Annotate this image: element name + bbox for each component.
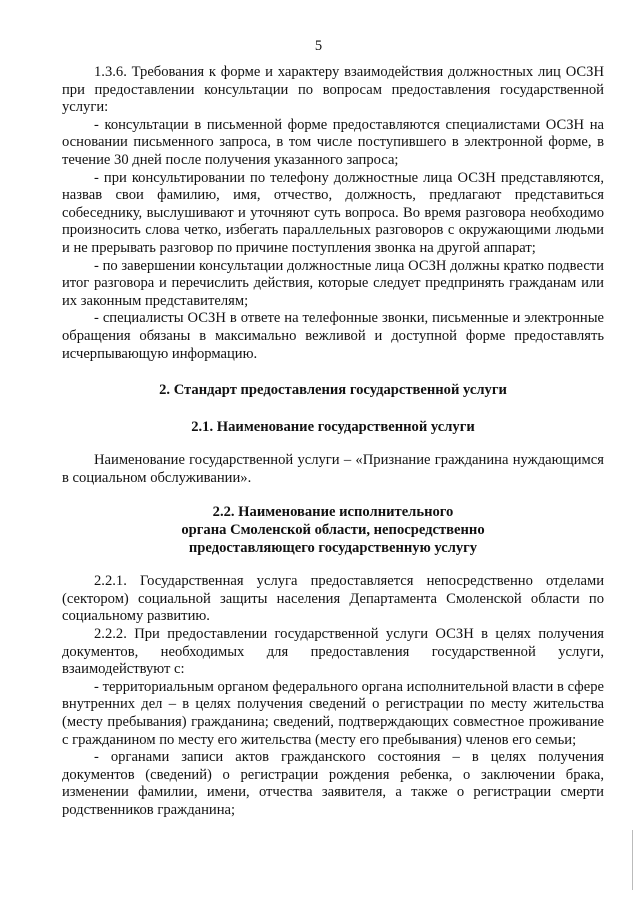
- section-2-2-heading-line-2: органа Смоленской области, непосредственно: [181, 522, 485, 539]
- list-item: - по завершении консультации должностные лица ОСЗН должны кратко подвести итог разговора и перечислить действия, которые следует предпринять гражданам или их законным представителям;: [62, 257, 604, 309]
- spacer: [62, 557, 604, 573]
- list-item: - при консультировании по телефону должностные лица ОСЗН представляются, назвав свои фамилию, имя, отчество, должность, предлагают представиться собеседнику, выслушивают и уточняют суть вопроса. Во время разговора необходимо произносить слова четко, избегать параллельных разговоров с окружающими людьми и не прерывать разговор по причине поступления звонка на другой аппарат;: [62, 169, 604, 256]
- document-body: [62, 64, 604, 820]
- section-2-heading: 2. Стандарт предоставления государственной услуги: [159, 382, 507, 399]
- paragraph-1-3-6-intro: 1.3.6. Требования к форме и характеру взаимодействия должностных лиц ОСЗН при предоставлении консультации по вопросам предоставления государственной услуги:: [62, 64, 604, 116]
- spacer: [62, 436, 604, 452]
- paragraph-2-2-1: 2.2.1. Государственная услуга предоставляется непосредственно отделами (сектором) социальной защиты населения Департамента Смоленской области по социальному развитию.: [62, 573, 604, 625]
- list-item: - консультации в письменной форме предоставляются специалистами ОСЗН на основании письменного запроса, в том числе поступившего в электронной форме, в течение 30 дней после получения указанного запроса;: [62, 116, 604, 168]
- list-item: - органами записи актов гражданского состояния – в целях получения документов (сведений) о регистрации рождения ребенка, о заключении брака, изменении фамилии, имени, отчества заявителя, а также о регистрации смерти родственников гражданина;: [62, 749, 604, 818]
- section-2-2-heading-line-3: предоставляющего государственную услугу: [188, 539, 478, 556]
- paragraph-2-1: Наименование государственной услуги – «Признание гражданина нуждающимся в социальном обслуживании».: [62, 452, 604, 486]
- page-number: 5: [314, 38, 323, 54]
- section-2-1-heading: 2.1. Наименование государственной услуги: [191, 418, 475, 435]
- spacer: [62, 487, 604, 504]
- scan-edge-mark: [632, 830, 633, 890]
- list-item: - специалисты ОСЗН в ответе на телефонные звонки, письменные и электронные обращения обязаны в максимально вежливой и доступной форме предоставлять исчерпывающую информацию.: [62, 310, 604, 362]
- section-2-2-heading-line-1: 2.2. Наименование исполнительного: [212, 504, 454, 521]
- paragraph-2-2-2: 2.2.2. При предоставлении государственной услуги ОСЗН в целях получения документов, необходимых для предоставления государственной услуги, взаимодействуют с:: [62, 626, 604, 678]
- list-item: - территориальным органом федерального органа исполнительной власти в сфере внутренних дел – в целях получения сведений о регистрации по месту жительства (месту пребывания) гражданина; сведений, подтверждающих совместное проживание с гражданином по месту его жительства (месту его пребывания) членов его семьи;: [62, 678, 604, 748]
